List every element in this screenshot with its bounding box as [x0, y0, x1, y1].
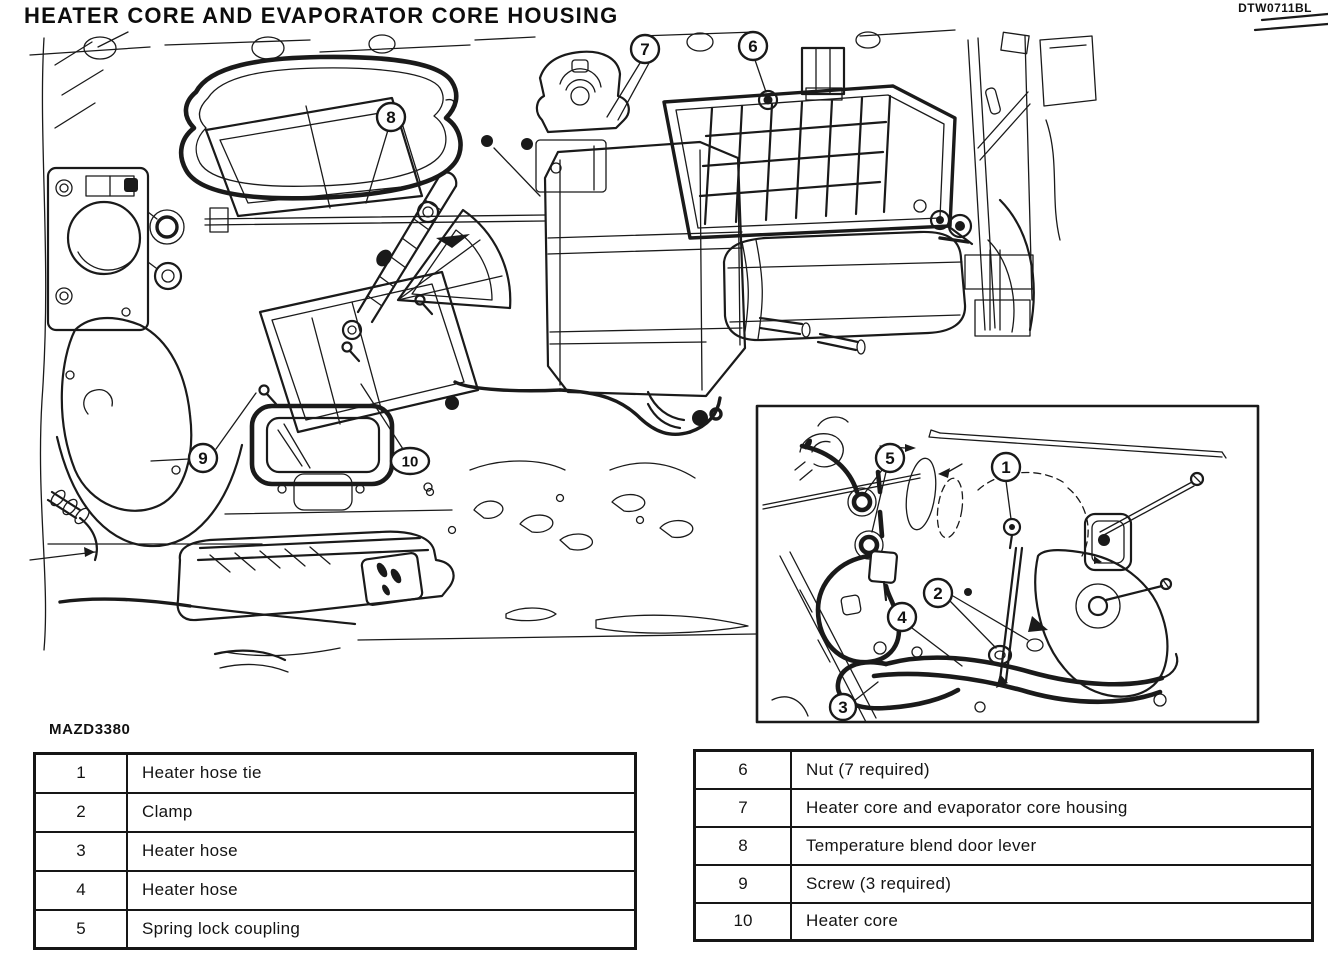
legend-row — [35, 910, 636, 949]
legend-row — [695, 751, 1313, 789]
part-description-cell: Temperature blend door lever — [791, 827, 1313, 865]
legend-row — [35, 871, 636, 910]
part-number-cell: 7 — [695, 789, 792, 827]
callout-2-label: 2 — [933, 583, 943, 603]
legend-row — [35, 793, 636, 832]
callout-1 — [992, 453, 1020, 481]
callout-4 — [888, 603, 916, 631]
evaporator-housing — [445, 142, 745, 434]
part-number-cell: 6 — [695, 751, 792, 789]
heater-tube — [205, 208, 545, 232]
legend-row — [695, 865, 1313, 903]
part-number-cell: 8 — [695, 827, 792, 865]
legend-row — [35, 754, 636, 793]
part-description-cell: Nut (7 required) — [791, 751, 1313, 789]
part-number-cell: 4 — [35, 871, 128, 910]
document-code: DTW0711BL — [1238, 1, 1312, 15]
part-description-cell: Spring lock coupling — [127, 910, 636, 949]
callout-5-label: 5 — [885, 448, 895, 468]
callout-6 — [739, 32, 767, 60]
part-number-cell: 3 — [35, 832, 128, 871]
callout-8-label: 8 — [386, 107, 396, 127]
blower-grommets — [148, 210, 184, 289]
part-description-cell: Clamp — [127, 793, 636, 832]
screw-icon — [260, 296, 433, 405]
callout-5 — [876, 444, 904, 472]
callout-4-label: 4 — [897, 607, 907, 627]
air-inlet-grid — [664, 48, 955, 238]
part-description-cell: Heater hose — [127, 832, 636, 871]
callout-8 — [377, 103, 405, 131]
figure-code: MAZD3380 — [49, 721, 131, 738]
part-number-cell: 2 — [35, 793, 128, 832]
callout-6-label: 6 — [748, 36, 758, 56]
callout-9 — [189, 444, 217, 472]
part-number-cell: 5 — [35, 910, 128, 949]
callout-3 — [830, 694, 856, 720]
stud-mount — [481, 52, 629, 196]
callout-7 — [631, 35, 659, 63]
callout-10 — [391, 448, 429, 474]
callout-10-label: 10 — [401, 453, 419, 471]
part-number-cell: 9 — [695, 865, 792, 903]
legend-table-left — [33, 752, 637, 950]
legend-row — [35, 832, 636, 871]
part-description-cell: Heater core — [791, 903, 1313, 941]
callout-1-label: 1 — [1001, 457, 1011, 477]
callout-9-label: 9 — [198, 448, 208, 468]
legend-row — [695, 903, 1313, 941]
floor-pan — [30, 308, 756, 672]
callout-3-label: 3 — [838, 697, 848, 717]
callout-7-label: 7 — [640, 39, 650, 59]
firewall-plate — [48, 168, 148, 330]
lower-housing — [724, 200, 972, 354]
legend-row — [695, 827, 1313, 865]
part-description-cell: Heater hose — [127, 871, 636, 910]
part-description-cell: Heater hose tie — [127, 754, 636, 793]
legend-table-right — [693, 749, 1314, 942]
part-description-cell: Screw (3 required) — [791, 865, 1313, 903]
part-description-cell: Heater core and evaporator core housing — [791, 789, 1313, 827]
legend-row — [695, 789, 1313, 827]
page-title: HEATER CORE AND EVAPORATOR CORE HOUSING — [24, 3, 619, 28]
callout-2 — [924, 579, 952, 607]
part-number-cell: 1 — [35, 754, 128, 793]
part-number-cell: 10 — [695, 903, 792, 941]
